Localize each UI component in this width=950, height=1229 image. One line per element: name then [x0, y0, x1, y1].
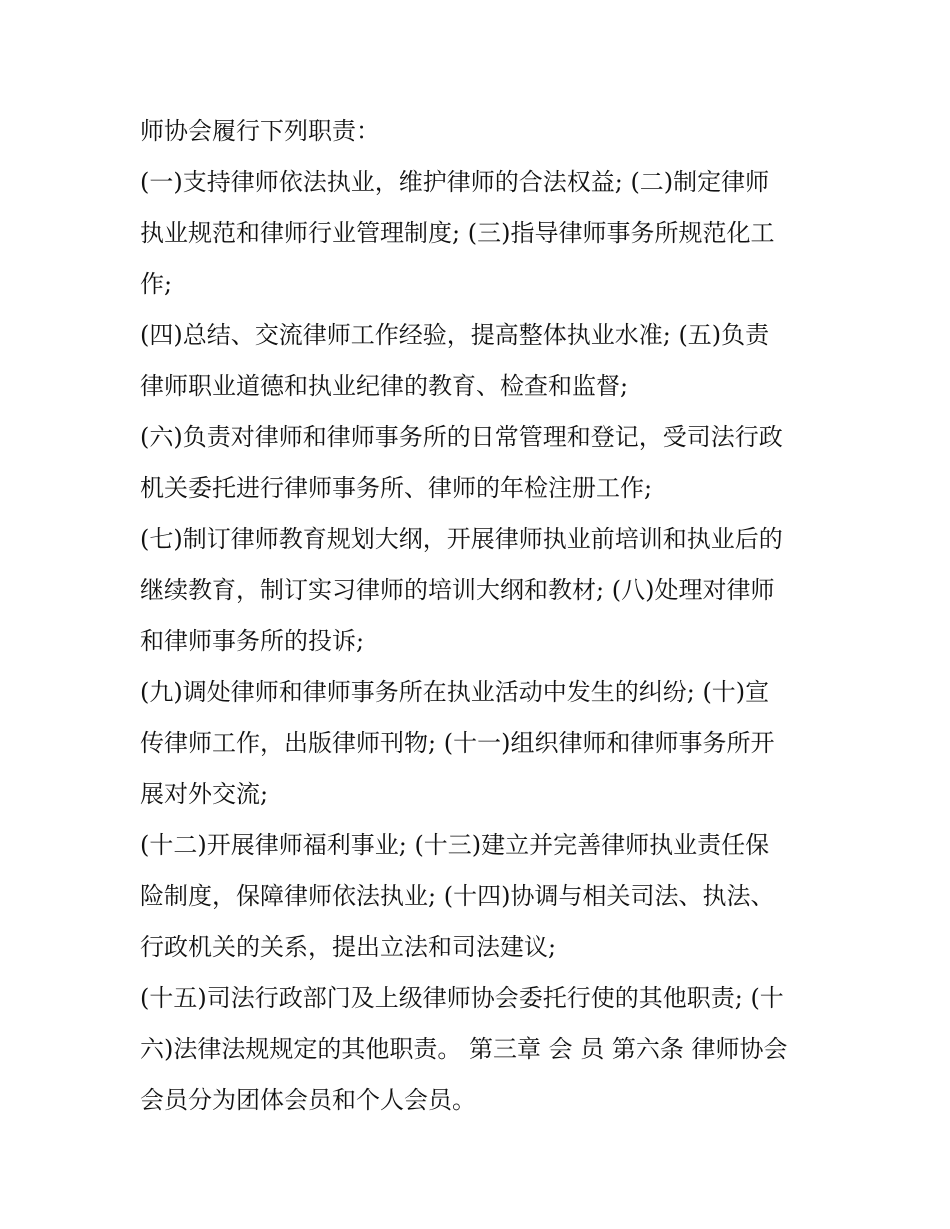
text-line: (一)支持律师依法执业，维护律师的合法权益; (二)制定律师 — [140, 168, 770, 196]
text-line: 师协会履行下列职责： — [140, 117, 380, 145]
text-line: 险制度，保障律师依法执业; (十四)协调与相关司法、执法、 — [140, 882, 775, 910]
text-line: (九)调处律师和律师事务所在执业活动中发生的纠纷; (十)宣 — [140, 678, 770, 706]
text-line: 展对外交流; — [140, 780, 269, 808]
text-line: 行政机关的关系，提出立法和司法建议; — [140, 933, 557, 961]
text-line: 作; — [140, 270, 173, 298]
text-line: 机关委托进行律师事务所、律师的年检注册工作; — [140, 474, 653, 502]
text-line: (六)负责对律师和律师事务所的日常管理和登记，受司法行政 — [140, 423, 783, 451]
text-line: (四)总结、交流律师工作经验，提高整体执业水准; (五)负责 — [140, 321, 770, 349]
text-line: (十二)开展律师福利事业; (十三)建立并完善律师执业责任保 — [140, 831, 770, 859]
text-line: (十五)司法行政部门及上级律师协会委托行使的其他职责; (十 — [140, 984, 784, 1012]
text-line: 传律师工作，出版律师刊物; (十一)组织律师和律师事务所开 — [140, 729, 775, 757]
text-line: 执业规范和律师行业管理制度; (三)指导律师事务所规范化工 — [140, 219, 775, 247]
text-line: (七)制订律师教育规划大纲，开展律师执业前培训和执业后的 — [140, 525, 783, 553]
text-line: 会员分为团体会员和个人会员。 — [140, 1086, 476, 1114]
text-line: 继续教育，制订实习律师的培训大纲和教材; (八)处理对律师 — [140, 576, 775, 604]
text-line: 六)法律法规规定的其他职责。 第三章 会 员 第六条 律师协会 — [140, 1035, 788, 1063]
document-body — [140, 106, 820, 1126]
text-line: 和律师事务所的投诉; — [140, 627, 365, 655]
text-line: 律师职业道德和执业纪律的教育、检查和监督; — [140, 372, 629, 400]
